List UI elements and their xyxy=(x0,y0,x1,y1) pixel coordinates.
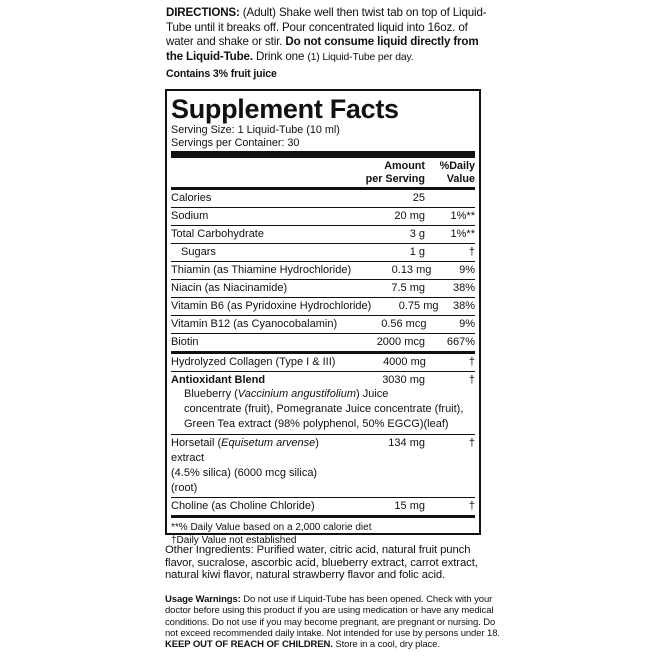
facts-header xyxy=(171,158,475,187)
fruit-juice-note: Contains 3% fruit juice xyxy=(166,68,277,81)
table-row: Vitamin B6 (as Pyridoxine Hydrochloride) 0.75 mg 38% xyxy=(171,297,475,315)
table-row: Choline (as Choline Chloride) 15 mg † xyxy=(171,497,475,515)
serving-size: Serving Size: 1 Liquid-Tube (10 ml) xyxy=(171,124,340,136)
header-amount: Amount per Serving xyxy=(365,160,425,185)
table-row: Niacin (as Niacinamide) 7.5 mg 38% xyxy=(171,279,475,297)
horsetail-row: Horsetail (Equisetum arvense) extract (4.5% silica) (6000 mcg silica)(root) 134 mg † xyxy=(171,434,475,497)
facts-title: Supplement Facts xyxy=(171,94,399,124)
directions-warning: Do not consume liquid directly from the Liquid-Tube. xyxy=(166,35,479,63)
directions-dose: (1) Liquid-Tube per day. xyxy=(307,51,414,63)
warnings-label: Usage Warnings: xyxy=(165,594,241,605)
supplement-facts-panel xyxy=(165,89,481,546)
table-row: Sugars 1 g † xyxy=(171,243,475,261)
directions-line2: Drink one xyxy=(252,49,308,63)
table-row: Thiamin (as Thiamine Hydrochloride) 0.13 mg 9% xyxy=(171,261,475,279)
header-daily-value: %Daily Value xyxy=(439,160,475,185)
storage-note: Store in a cool, dry place. xyxy=(332,639,440,651)
table-row: Total Carbohydrate 3 g 1%** xyxy=(171,225,475,243)
table-row: Vitamin B12 (as Cyanocobalamin) 0.56 mcg 9% xyxy=(171,315,475,333)
usage-warnings xyxy=(165,594,500,650)
table-row: Calories 25 xyxy=(171,192,425,204)
table-row: Hydrolyzed Collagen (Type I & III) 4000 mg † xyxy=(171,351,475,371)
other-ingredients: Other Ingredients: Purified water, citric acid, natural fruit punch flavor, sucralose, ascorbic acid, blueberry extract, carrot extract, natural kiwi flavor, natural strawberry flavor and folic acid. xyxy=(165,544,478,582)
antioxidant-blend-row: Antioxidant Blend 3030 mg † xyxy=(171,371,475,387)
servings-per-container: Servings per Container: 30 xyxy=(171,136,300,149)
table-row: Biotin 2000 mcg 667% xyxy=(171,333,475,351)
directions-line1: (Adult) Shake well then twist tab on top of Liquid-Tube until it breaks off. Pour concentrated liquid into 16oz. of water and shake or stir. xyxy=(166,6,487,49)
directions-text xyxy=(166,6,496,82)
warnings-text: Do not use if Liquid-Tube has been opened. Check with your doctor before using this product if you are using medication or have any medical conditions. Do not use if you may become pregnant, are pregnant or nursing. Do not exceed recommended daily intake. Not intended for use by persons under 18. xyxy=(165,594,500,639)
table-row: Sodium 20 mg 1%** xyxy=(171,207,475,225)
blend-description: Blueberry (Vaccinium angustifolium) Juice concentrate (fruit), Pomegranate Juice concentrate (fruit), Green Tea extract (98% polyphenol, 50% EGCG)(leaf) xyxy=(184,388,464,430)
keep-out-of-reach: KEEP OUT OF REACH OF CHILDREN. xyxy=(165,639,333,651)
facts-footnotes xyxy=(171,515,475,547)
footnote-not-established: †Daily Value not established xyxy=(171,535,297,546)
footnote-daily-value: **% Daily Value based on a 2,000 calorie diet xyxy=(171,522,372,533)
directions-label: DIRECTIONS: xyxy=(166,6,240,19)
thick-divider xyxy=(171,151,475,158)
